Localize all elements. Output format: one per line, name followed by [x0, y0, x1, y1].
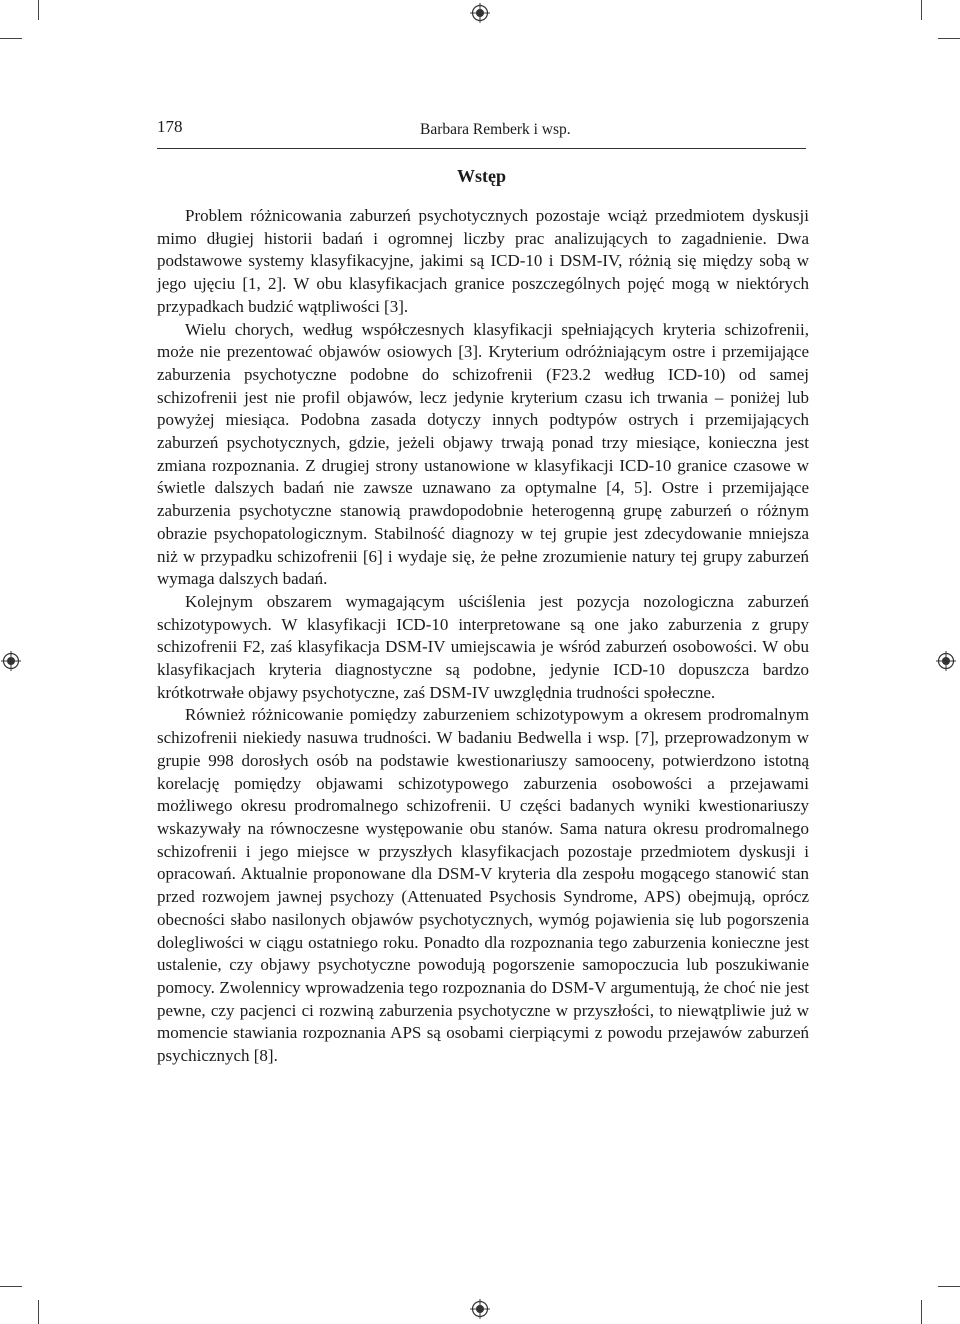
section-title: Wstęp	[457, 166, 506, 186]
page-number: 178	[157, 117, 183, 136]
crop-mark-bottom-left-h	[0, 1286, 22, 1287]
registration-mark-icon	[470, 3, 490, 23]
body-text	[157, 205, 809, 1068]
paragraph: Problem różnicowania zaburzeń psychotycznych pozostaje wciąż przedmiotem dyskusji mimo długiej historii badań i ogromnej liczby prac analizujących to zagadnienie. Dwa podstawowe systemy klasyfikacyjne, jakimi są ICD-10 i DSM-IV, różnią się między sobą w jego ujęciu [1, 2]. W obu klasyfikacjach granice poszczególnych pojęć mogą w niektórych przypadkach budzić wątpliwości [3].	[157, 206, 809, 316]
registration-mark-icon	[470, 1299, 490, 1319]
crop-mark-bottom-right	[921, 1300, 922, 1324]
crop-mark-top-right	[921, 0, 922, 20]
paragraph: Wielu chorych, według współczesnych klasyfikacji spełniających kryteria schizofrenii, może nie prezentować objawów osiowych [3]. Kryterium odróżniającym ostre i przemijające zaburzenia psychotyczne podobne do schizofrenii (F23.2 według ICD-10) od samej schizofrenii jest nie profil objawów, lecz jedynie kryterium czasu ich trwania – poniżej lub powyżej miesiąca. Podobna zasada dotyczy innych podtypów ostrych i przemijających zaburzeń psychotycznych, gdzie, jeżeli objawy trwają ponad trzy miesiące, konieczna jest zmiana rozpoznania. Z drugiej strony ustanowione w klasyfikacji ICD-10 granice czasowe w świetle dalszych badań nie zawsze uznawano za optymalne [4, 5]. Ostre i przemijające zaburzenia psychotyczne stanowią prawdopodobnie heterogenną grupę zaburzeń o różnym obrazie psychopatologicznym. Stabilność diagnozy w tej grupie jest zdecydowanie mniejsza niż w przypadku schizofrenii [6] i wydaje się, że pełne zrozumienie natury tej grupy zaburzeń wymaga dalszych badań.	[157, 319, 809, 589]
paragraph: Również różnicowanie pomiędzy zaburzeniem schizotypowym a okresem prodromalnym schizofrenii niekiedy nasuwa trudności. W badaniu Bedwella i wsp. [7], przeprowadzonym w grupie 998 dorosłych osób na podstawie kwestionariuszy samooceny, potwierdzono istotną korelację pomiędzy objawami schizotypowego zaburzenia osobowości a przejawami możliwego okresu prodromalnego schizofrenii. U części badanych wyniki kwestionariuszy wskazywały na równoczesne występowanie obu stanów. Sama natura okresu prodromalnego schizofrenii i jego miejsce w przyszłych klasyfikacjach pozostaje przedmiotem dyskusji i opracowań. Aktualnie proponowane dla DSM-V kryteria dla zespołu mogącego stanowić stan przed rozwojem jawnej psychozy (Attenuated Psychosis Syndrome, APS) obejmują, oprócz obecności słabo nasilonych objawów psychotycznych, wymóg pojawienia się lub pogorszenia dolegliwości w ciągu ostatniego roku. Ponadto dla rozpoznania tego zaburzenia konieczne jest ustalenie, czy objawy psychotyczne powodują pogorszenie samopoczucia lub poszukiwanie pomocy. Zwolennicy wprowadzenia tego rozpoznania do DSM-V argumentują, że choć nie jest pewne, czy pacjenci ci rozwiną zaburzenia psychotyczne w przyszłości, to niewątpliwie już w momencie stawiania rozpoznania APS są osobami cierpiącymi z powodu przejawów zaburzeń psychicznych [8].	[157, 705, 809, 1066]
registration-mark-icon	[1, 651, 21, 671]
crop-mark-bottom-right-h	[938, 1286, 960, 1287]
crop-mark-top-left	[38, 0, 39, 20]
paragraph: Kolejnym obszarem wymagającym uściślenia jest pozycja nozologiczna zaburzeń schizotypowych. W klasyfikacji ICD-10 interpretowane są one jako zaburzenia z grupy schizofrenii F2, zaś klasyfikacja DSM-IV umiejscawia je wśród zaburzeń osobowości. W obu klasyfikacjach kryteria diagnostyczne są podobne, jedynie ICD-10 dopuszcza bardzo krótkotrwałe objawy psychotyczne, zaś DSM-IV uwzględnia trudności społeczne.	[157, 591, 809, 702]
crop-mark-top-left-h	[0, 38, 22, 39]
page-header	[157, 114, 806, 149]
running-head-authors: Barbara Remberk i wsp.	[420, 121, 571, 138]
registration-mark-icon	[936, 651, 956, 671]
crop-mark-top-right-h	[938, 38, 960, 39]
crop-mark-bottom-left	[38, 1300, 39, 1324]
